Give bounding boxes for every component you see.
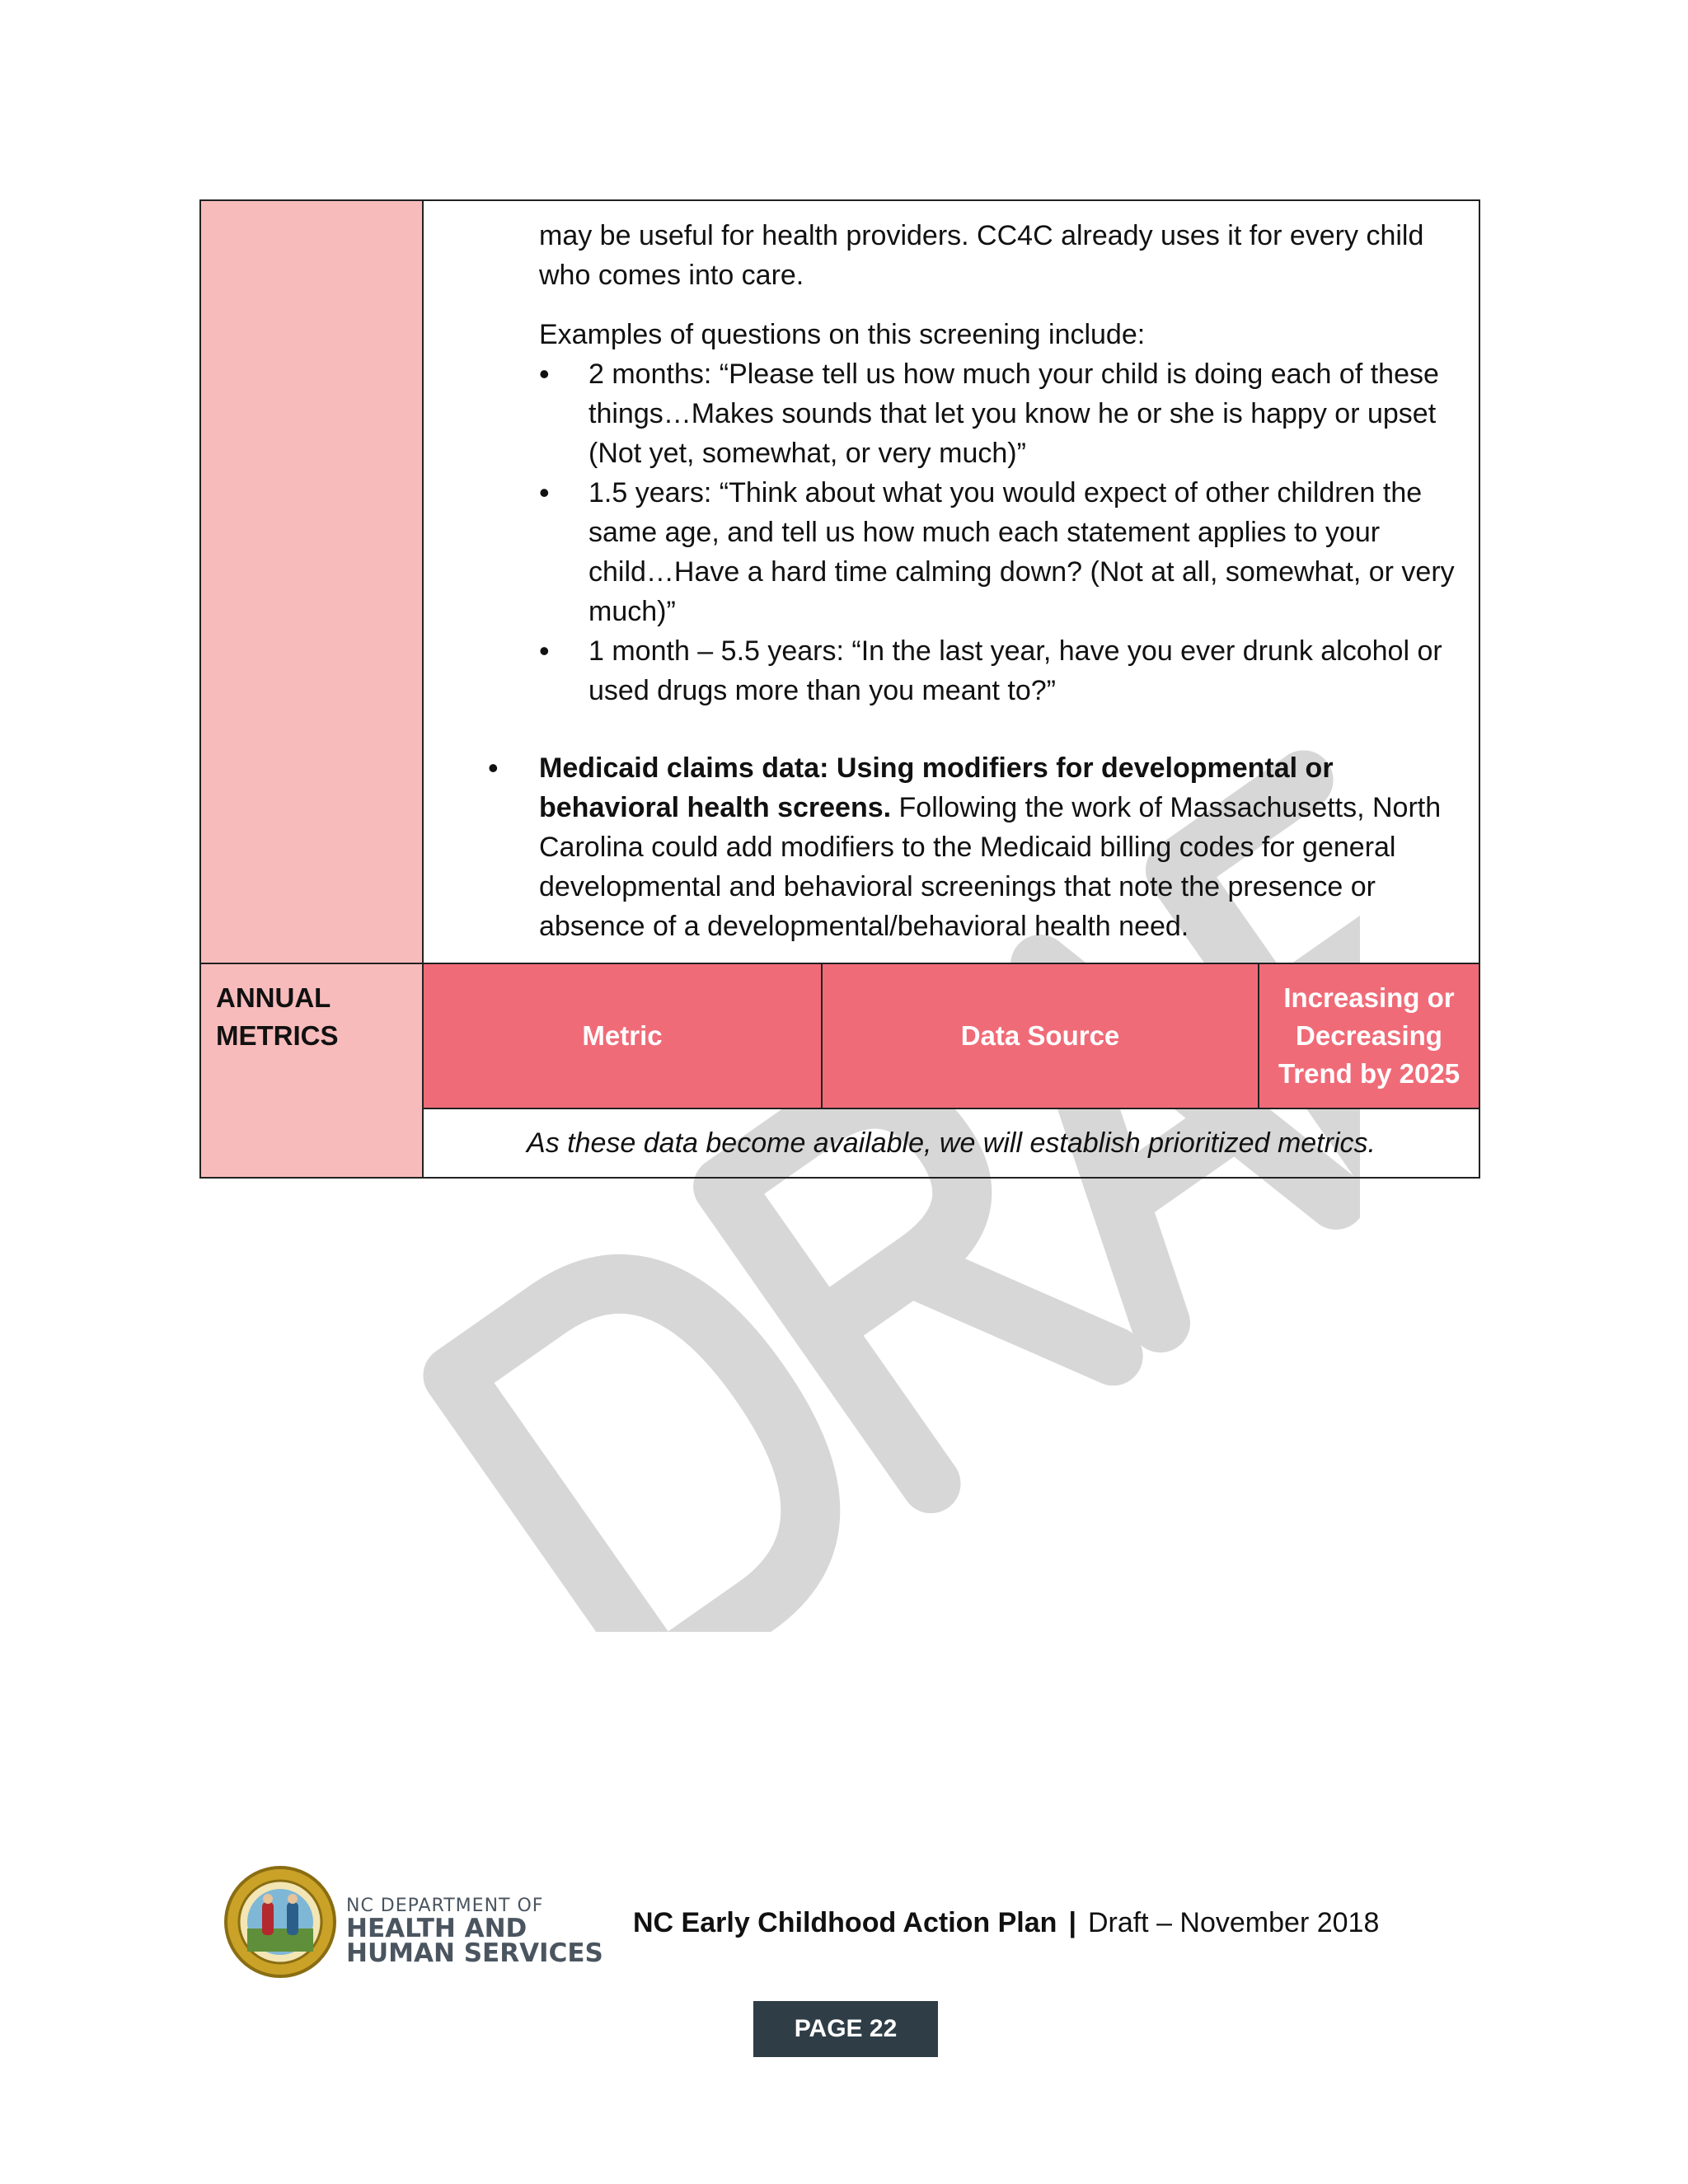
annual-metrics-row <box>201 963 1479 1177</box>
data-source-header: Data Source <box>823 964 1259 1108</box>
plan-title: NC Early Childhood Action Plan <box>633 1907 1057 1938</box>
row-label-cell <box>201 201 424 963</box>
bullet-icon: • <box>488 751 499 785</box>
claims-heading: Medicaid claims data: Using modifiers for developmental or behavioral health screens. <box>539 752 1334 823</box>
examples-intro: Examples of questions on this screening include: <box>539 319 1146 350</box>
dept-line-2: HEALTH AND <box>346 1914 528 1943</box>
examples-list <box>424 354 1462 710</box>
page-number-badge: PAGE 22 <box>753 2001 938 2057</box>
trend-header: Increasing or Decreasing Trend by 2025 <box>1278 982 1461 1089</box>
dept-line-1: NC DEPARTMENT OF <box>346 1896 544 1916</box>
claims-text: Following the work of Massachusetts, North Carolina could add modifiers to the Medicaid billing codes for general developmental and behavioral screenings that note the presence or absence of a developmental/behavioral health need. <box>539 792 1442 942</box>
intro-paragraph: may be useful for health providers. CC4C already uses it for every child who comes into care. <box>539 220 1424 291</box>
metrics-header-row <box>424 964 1479 1108</box>
content-row <box>201 201 1479 963</box>
title-separator: | <box>1068 1907 1076 1938</box>
content-cell <box>424 201 1479 963</box>
plan-draft-date: Draft – November 2018 <box>1087 1907 1380 1938</box>
metrics-note: As these data become available, we will establish prioritized metrics. <box>424 1108 1479 1177</box>
dept-line-3: HUMAN SERVICES <box>346 1938 603 1968</box>
list-item: • 1 month – 5.5 years: “In the last year, have you ever drunk alcohol or used drugs more than you meant to?” <box>424 631 1462 710</box>
metric-header: Metric <box>424 964 823 1108</box>
plan-title-line <box>633 1907 1379 1939</box>
department-logo-text <box>346 1896 603 1966</box>
content-table <box>199 199 1480 1179</box>
medicaid-claims-item <box>424 748 1462 946</box>
nc-state-seal-icon <box>223 1864 338 1980</box>
metrics-table <box>424 964 1479 1177</box>
list-item: • 1.5 years: “Think about what you would expect of other children the same age, and tell us how much each statement applies to your child…Have a hard time calming down? (Not at all, somewhat, or very much)” <box>424 473 1462 631</box>
annual-metrics-label: ANNUAL METRICS <box>201 964 424 1177</box>
page-footer <box>223 1864 1459 1988</box>
list-item: • 2 months: “Please tell us how much your child is doing each of these things…Makes sounds that let you know he or she is happy or upset (Not yet, somewhat, or very much)” <box>424 354 1462 473</box>
